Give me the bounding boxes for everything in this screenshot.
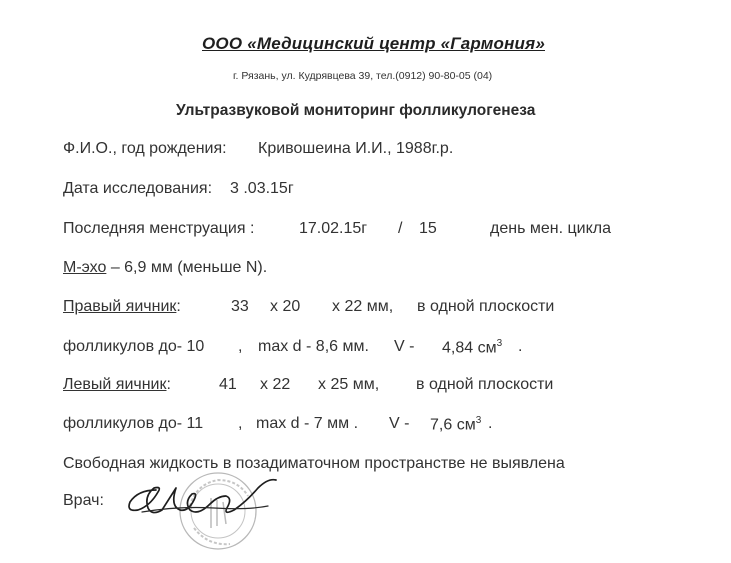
right-ovary-label: Правый яичник bbox=[63, 298, 177, 315]
right-volume-number: 4,84 см bbox=[442, 339, 497, 357]
left-volume-value bbox=[430, 415, 481, 434]
right-ovary-dim1: 33 bbox=[231, 298, 249, 315]
exam-date-label: Дата исследования: bbox=[63, 180, 213, 197]
cycle-day-suffix: день мен. цикла bbox=[490, 220, 611, 237]
m-echo-value: – 6,9 мм (меньше N). bbox=[110, 259, 268, 276]
menstruation-label: Последняя менструация : bbox=[63, 220, 255, 237]
right-volume-end: . bbox=[518, 338, 523, 355]
doctor-label: Врач: bbox=[63, 492, 104, 509]
menstruation-date: 17.02.15г bbox=[299, 220, 368, 237]
left-ovary-colon: : bbox=[166, 376, 171, 393]
doctor-signature-stamp bbox=[118, 466, 293, 556]
right-ovary-plane: в одной плоскости bbox=[417, 298, 555, 315]
left-ovary-dim3: x 25 мм, bbox=[318, 376, 380, 393]
clinic-name: ООО «Медицинский центр «Гармония» bbox=[202, 34, 545, 53]
left-ovary-heading bbox=[63, 376, 171, 394]
left-follicles-comma: , bbox=[238, 415, 243, 432]
left-volume-number: 7,6 см bbox=[430, 416, 476, 434]
left-volume-end: . bbox=[488, 415, 493, 432]
menstruation-separator: / bbox=[398, 220, 403, 237]
right-max-diameter: max d - 8,6 мм. bbox=[258, 338, 369, 355]
left-ovary-dim2: x 22 bbox=[260, 376, 291, 393]
left-volume-label: V - bbox=[389, 415, 410, 432]
left-follicles: фолликулов до- 11 bbox=[63, 415, 204, 432]
patient-label: Ф.И.О., год рождения: bbox=[63, 140, 227, 157]
left-max-diameter: max d - 7 мм . bbox=[256, 415, 359, 432]
m-echo-label: М-эхо bbox=[63, 259, 107, 276]
right-follicles: фолликулов до- 10 bbox=[63, 338, 205, 355]
right-ovary-colon: : bbox=[176, 298, 181, 315]
m-echo-row bbox=[63, 259, 267, 277]
left-ovary-plane: в одной плоскости bbox=[416, 376, 554, 393]
right-ovary-heading bbox=[63, 298, 181, 316]
right-ovary-dim3: x 22 мм, bbox=[332, 298, 394, 315]
free-fluid-note: Свободная жидкость в позадиматочном пространстве не выявлена bbox=[63, 455, 565, 472]
exam-date-value: 3 .03.15г bbox=[230, 180, 294, 197]
right-follicles-comma: , bbox=[238, 338, 243, 355]
right-volume-value bbox=[442, 338, 502, 357]
left-ovary-dim1: 41 bbox=[219, 376, 237, 393]
left-ovary-label: Левый яичник bbox=[63, 376, 167, 393]
patient-value: Кривошеина И.И., 1988г.р. bbox=[258, 140, 454, 157]
left-volume-exponent: 3 bbox=[475, 415, 482, 426]
right-volume-exponent: 3 bbox=[496, 338, 503, 349]
clinic-address: г. Рязань, ул. Кудрявцева 39, тел.(0912) 90-80-05 (04) bbox=[233, 70, 493, 82]
signature-ink bbox=[129, 480, 276, 513]
document-title: Ультразвуковой мониторинг фолликулогенеза bbox=[176, 102, 536, 119]
cycle-day-value: 15 bbox=[419, 220, 437, 237]
right-ovary-dim2: x 20 bbox=[270, 298, 301, 315]
right-volume-label: V - bbox=[394, 338, 415, 355]
